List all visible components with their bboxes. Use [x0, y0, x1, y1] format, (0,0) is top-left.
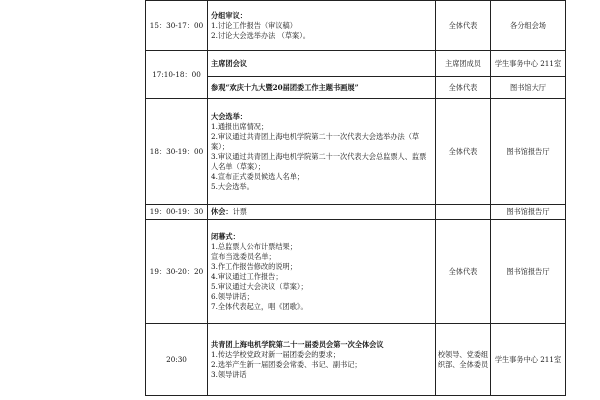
agenda-item: 4.审议通过工作报告； [211, 271, 283, 281]
table-row [146, 220, 566, 324]
agenda-item: 7.全体代表起立，唱《团歌》。 [211, 301, 308, 311]
schedule-table [145, 0, 566, 396]
venue-cell: 图书馆大厅 [491, 77, 566, 99]
agenda-item: 2.讨论大会选举办法 （草案）。 [211, 30, 310, 40]
venue-cell: 图书馆报告厅 [491, 205, 566, 220]
attendee-cell: 全体代表 [436, 77, 491, 99]
attendee-cell: 主席团成员 [436, 51, 491, 77]
content-cell [208, 220, 436, 324]
attendee-cell [436, 324, 491, 396]
time-cell: 19：00-19：30 [146, 205, 208, 220]
content-cell [208, 1, 436, 51]
agenda-item: 3.作工作报告修改的说明； [211, 261, 297, 271]
session-note: 计票 [232, 207, 247, 216]
attendee-cell: 全体代表 [436, 220, 491, 324]
agenda-item: 1.传达学校党政对新一届团委会的要求； [211, 349, 341, 359]
agenda-item: 5.大会选举。 [211, 181, 254, 191]
time-cell: 20:30 [146, 324, 208, 396]
agenda-item: 1.通报出席情况； [211, 121, 269, 131]
agenda-item: 5.审议通过大会决议（草案）； [211, 281, 308, 291]
attendee-cell: 全体代表 [436, 99, 491, 205]
session-title: 休会： [211, 207, 233, 216]
table-row [146, 324, 566, 396]
table-row [146, 205, 566, 220]
venue-cell: 图书馆报告厅 [491, 220, 566, 324]
content-cell [208, 77, 436, 99]
venue-cell: 图书馆报告厅 [491, 99, 566, 205]
content-cell [208, 99, 436, 205]
agenda-item: 3.领导讲话 [211, 369, 247, 379]
session-title: 共青团上海电机学院第二十一届委员会第一次全体会议 [211, 339, 384, 349]
table-row [146, 99, 566, 205]
session-title: 大会选举： [211, 111, 247, 121]
agenda-item: 1.讨论工作报告（审议稿） [211, 20, 297, 30]
table-row [146, 1, 566, 51]
schedule-page [145, 0, 565, 400]
venue-text: 学生事务中心 211室 [494, 58, 562, 68]
time-cell: 19：30-20：20 [146, 220, 208, 324]
attendee-cell: 全体代表 [436, 1, 491, 51]
time-cell: 15：30-17：00 [146, 1, 208, 51]
venue-cell [491, 51, 566, 77]
venue-cell: 各分组会场 [491, 1, 566, 51]
agenda-item: 3.审议通过共青团上海电机学院第二十一次代表大会总监票人、监票人名单（草案）； [211, 151, 427, 171]
agenda-item: 2.审议通过共青团上海电机学院第二十一次代表大会选举办法（草案）； [211, 131, 420, 151]
agenda-item: 2.选举产生新一届团委会常委、书记、副书记； [211, 359, 362, 369]
table-row [146, 51, 566, 77]
time-cell: 18：30-19：00 [146, 99, 208, 205]
agenda-item: 1.总监票人公布计票结果； [211, 241, 297, 251]
session-title: 闭幕式： [211, 231, 240, 241]
content-cell [208, 205, 436, 220]
content-cell [208, 324, 436, 396]
time-cell: 17:10-18：00 [146, 51, 208, 99]
agenda-item: 6.领导讲话； [211, 291, 254, 301]
table-row [146, 77, 566, 99]
attendee-cell [436, 205, 491, 220]
attendee-text: 校领导、党委组织部、全体委员 [437, 349, 489, 369]
venue-cell [491, 324, 566, 396]
content-cell [208, 51, 436, 77]
agenda-item: 4.宣布正式委员候选人名单； [211, 171, 305, 181]
agenda-item: 宣布当选委员名单； [211, 251, 276, 261]
session-title: 分组审议： [211, 10, 247, 20]
venue-text: 学生事务中心 211室 [494, 354, 562, 364]
session-title: 参观“欢庆十九大暨20届团委工作主题书画展” [211, 82, 359, 92]
session-title: 主席团会议 [211, 58, 247, 68]
